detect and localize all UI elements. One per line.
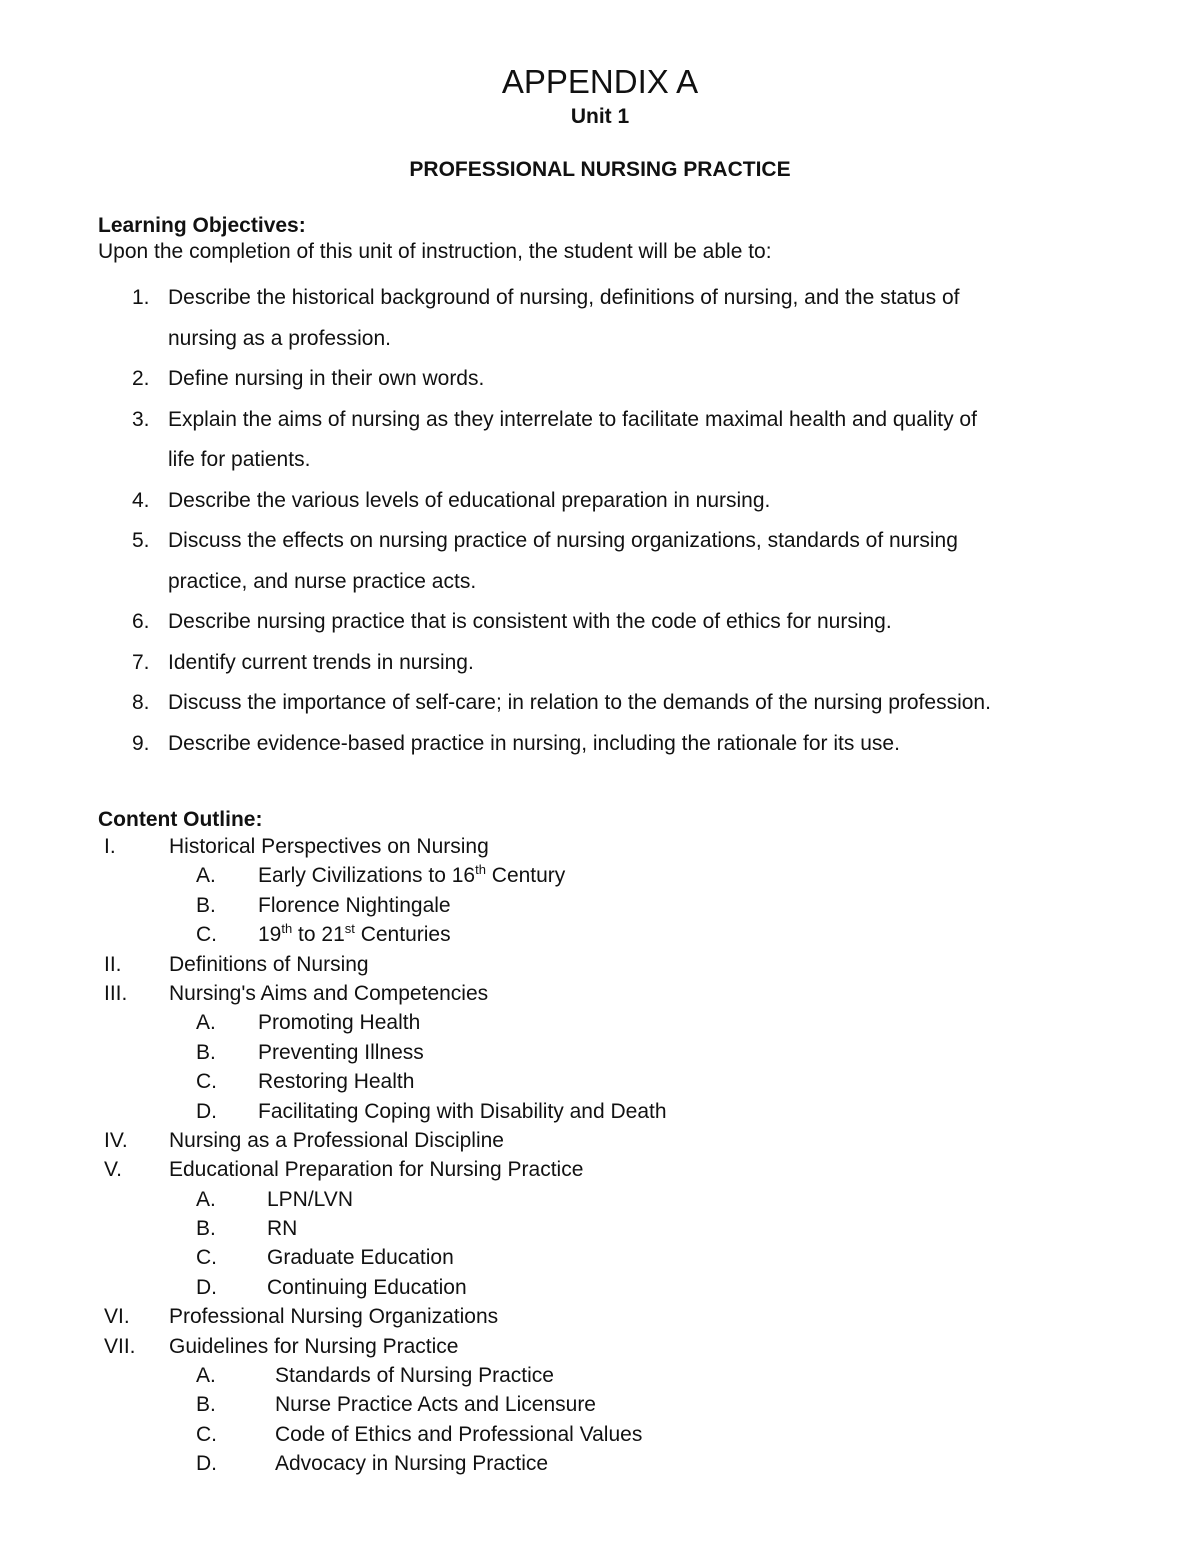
objective-item [98,359,1108,400]
objective-item [98,683,1108,724]
objective-text-line: Describe evidence-based practice in nursing, including the rationale for its use. [168,731,900,755]
unit-label: Unit 1 [570,105,630,128]
outline-text [169,950,369,979]
outline-text-part: Graduate Education [267,1246,454,1270]
outline-number: D. [196,1099,217,1123]
appendix-title: APPENDIX A [501,63,699,100]
objective-text-line: Discuss the importance of self-care; in relation to the demands of the nursing profession. [168,691,991,714]
outline-number: D. [196,1452,217,1476]
objective-number: 4. [132,488,150,512]
ordinal-suffix: th [281,921,293,937]
objective-number: 7. [132,650,150,674]
outline-text-part: Restoring Health [258,1070,415,1094]
outline-text-part: Definitions of Nursing [169,952,369,976]
outline-text-part: Historical Perspectives on Nursing [169,835,489,858]
outline-text-part: Nurse Practice Acts and Licensure [275,1393,596,1417]
objective-text-line: Describe nursing practice that is consistent with the code of ethics for nursing. [168,610,892,633]
outline-item [98,1361,1098,1390]
outline-number: V. [104,1158,122,1182]
objective-number: 6. [132,610,150,633]
outline-text-part: Professional Nursing Organizations [169,1305,499,1329]
outline-text-part: Facilitating Coping with Disability and Death [258,1099,667,1123]
outline-number: VII. [104,1334,136,1358]
outline-text [169,832,489,861]
outline-number: A. [196,1364,216,1388]
objective-text-line: Identify current trends in nursing. [168,650,474,674]
outline-number: A. [196,1011,216,1035]
outline-number: III. [104,981,128,1005]
outline-number: IV. [104,1128,128,1152]
content-outline-heading: Content Outline: [98,808,263,831]
outline-text-part: Nursing as a Professional Discipline [169,1128,504,1152]
outline-text-part: Guidelines for Nursing Practice [169,1334,459,1358]
objective-text-line: Define nursing in their own words. [168,367,485,390]
outline-item [98,950,1098,979]
outline-item [98,1185,1098,1214]
outline-item [98,891,1098,920]
outline-text-part: to 21 [292,923,345,947]
objective-item [98,278,1108,359]
outline-text [258,891,451,920]
objective-number: 1. [132,286,150,309]
objective-number: 9. [132,731,150,755]
outline-item [98,1390,1098,1419]
outline-number: B. [196,1217,216,1241]
objective-text-line: Discuss the effects on nursing practice of nursing organizations, standards of nursing [168,529,958,552]
objective-number: 5. [132,529,150,552]
outline-item [98,920,1098,949]
outline-text-part: LPN/LVN [267,1187,353,1211]
outline-item [98,1243,1098,1272]
outline-text [267,1185,353,1214]
outline-text-part: Preventing Illness [258,1040,424,1064]
objective-item [98,643,1108,684]
outline-text-part: Promoting Health [258,1011,421,1035]
outline-item [98,1302,1098,1331]
outline-number: VI. [104,1305,130,1329]
outline-item [98,1126,1098,1155]
outline-number: D. [196,1275,217,1299]
outline-text [258,1097,667,1126]
outline-number: B. [196,1040,216,1064]
objective-item [98,724,1108,765]
objective-item [98,400,1108,481]
outline-text [169,1155,583,1184]
objective-number: 2. [132,367,150,390]
objective-text-line: Describe the historical background of nursing, definitions of nursing, and the status of [168,286,960,309]
objective-text-line: Describe the various levels of educational preparation in nursing. [168,488,771,512]
outline-text [169,1302,498,1331]
ordinal-suffix: th [475,862,486,878]
outline-text [169,1126,504,1155]
outline-item [98,1155,1098,1184]
outline-item [98,979,1098,1008]
outline-number: A. [196,864,216,888]
outline-number: A. [196,1187,216,1211]
outline-text [267,1273,467,1302]
outline-text [275,1390,596,1419]
objective-number: 3. [132,407,150,431]
outline-item [98,1420,1098,1449]
outline-text-part: Early Civilizations to 16 [258,864,476,888]
outline-number: B. [196,893,216,917]
outline-text [275,1361,554,1390]
outline-text [258,1038,424,1067]
ordinal-suffix: st [344,921,355,937]
outline-text [275,1420,642,1449]
outline-item [98,1273,1098,1302]
outline-number: C. [196,1422,217,1446]
outline-text [169,979,488,1008]
content-outline-list [98,832,1098,1479]
outline-item [98,832,1098,861]
outline-text [169,1332,458,1361]
outline-text-part: Centuries [354,923,451,947]
outline-text-part: Advocacy in Nursing Practice [275,1452,549,1476]
outline-text-part: 19 [258,923,282,947]
outline-item [98,1097,1098,1126]
outline-text-part: Standards of Nursing Practice [275,1364,554,1388]
learning-objectives-intro: Upon the completion of this unit of instruction, the student will be able to: [98,240,772,263]
objective-text-line: practice, and nurse practice acts. [168,569,477,593]
outline-text [267,1243,454,1272]
learning-objectives-list [98,278,1108,764]
outline-item [98,861,1098,890]
outline-text [258,861,565,890]
outline-text-part: RN [267,1217,298,1241]
objective-text-line: Explain the aims of nursing as they interrelate to facilitate maximal health and quality of [168,407,977,431]
outline-text-part: Code of Ethics and Professional Values [275,1422,643,1446]
outline-text [267,1214,297,1243]
objective-item [98,602,1108,643]
objective-text-line: life for patients. [168,448,311,471]
outline-item [98,1038,1098,1067]
outline-item [98,1008,1098,1037]
learning-objectives-heading: Learning Objectives: [98,214,306,237]
outline-text [258,920,451,949]
objective-number: 8. [132,691,150,714]
outline-number: II. [104,952,122,976]
outline-text [258,1067,414,1096]
objective-item [98,521,1108,602]
outline-text-part: Nursing's Aims and Competencies [169,981,489,1005]
objective-text-line: nursing as a profession. [168,326,391,350]
outline-text-part: Florence Nightingale [258,893,451,917]
outline-text [275,1449,548,1478]
outline-number: I. [104,835,116,858]
objective-item [98,481,1108,522]
outline-text-part: Educational Preparation for Nursing Practice [169,1158,584,1182]
outline-number: C. [196,1070,217,1094]
outline-item [98,1214,1098,1243]
outline-number: C. [196,923,217,947]
outline-text [258,1008,420,1037]
outline-text-part: Century [485,864,566,888]
course-title: PROFESSIONAL NURSING PRACTICE [409,158,791,181]
outline-item [98,1067,1098,1096]
outline-number: B. [196,1393,216,1417]
outline-item [98,1449,1098,1478]
outline-text-part: Continuing Education [267,1275,467,1299]
outline-number: C. [196,1246,217,1270]
outline-item [98,1332,1098,1361]
